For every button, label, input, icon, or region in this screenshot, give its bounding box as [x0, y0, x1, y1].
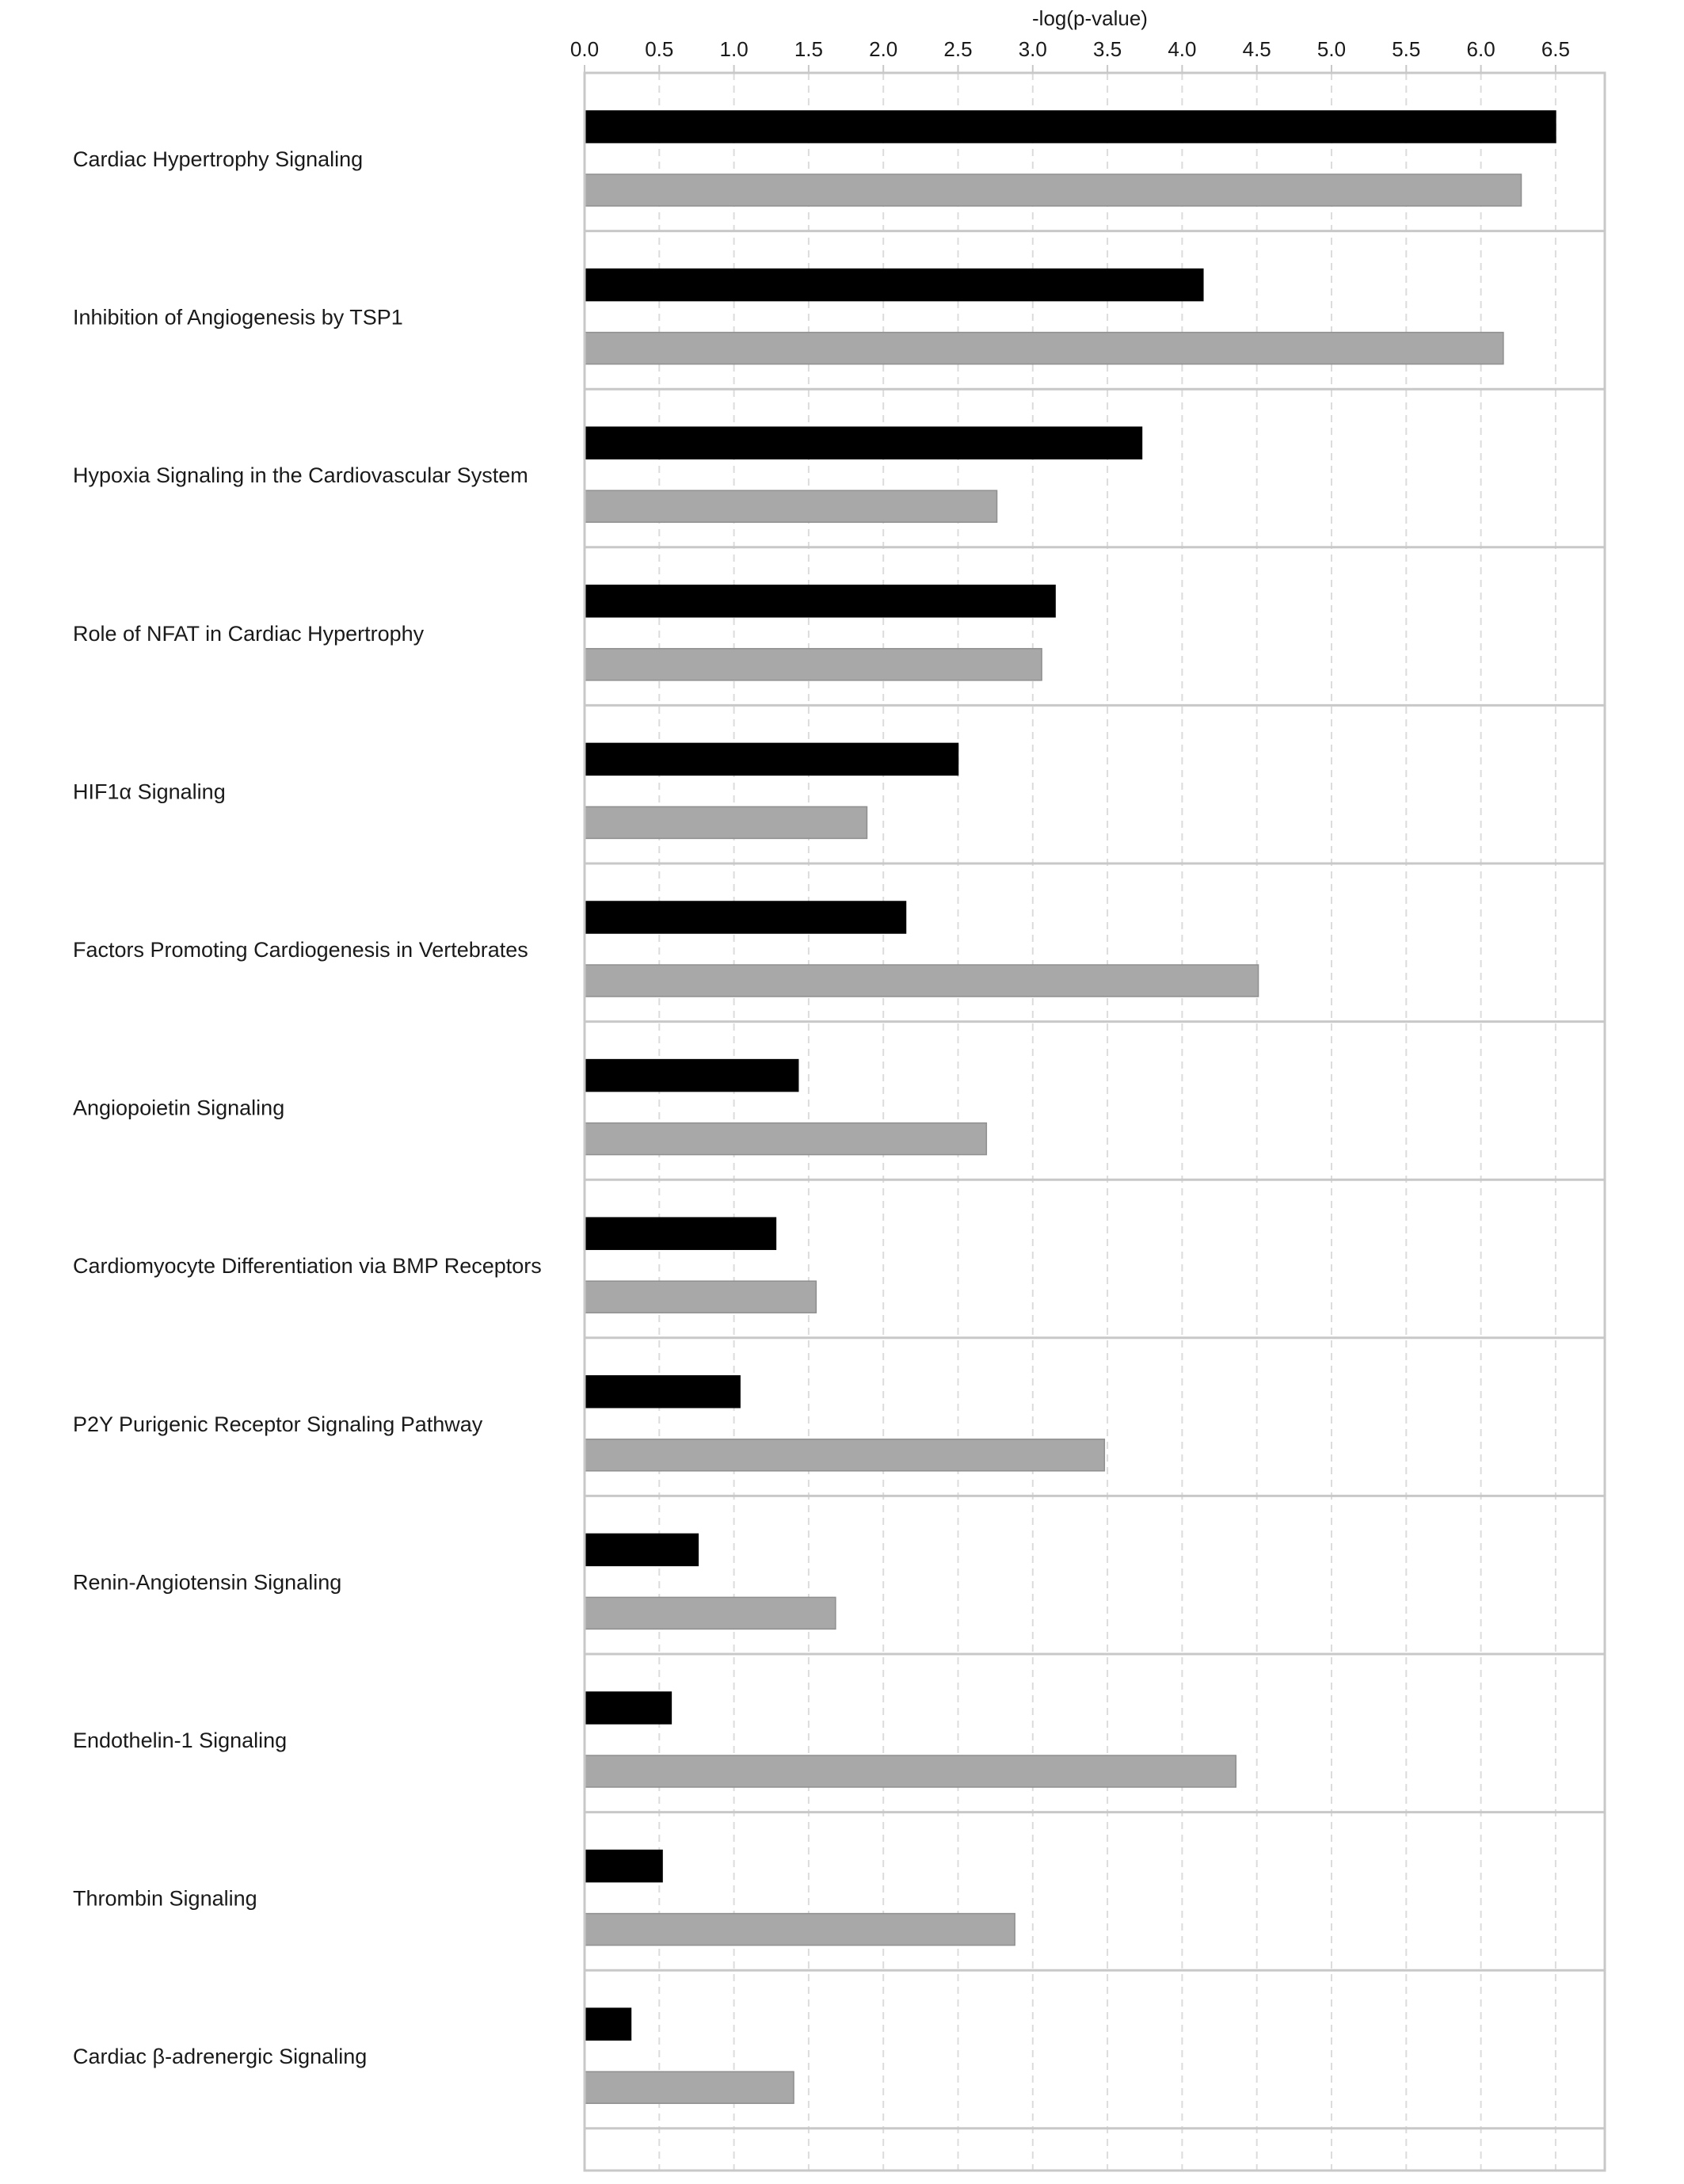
x-tick-label: 2.5 — [943, 37, 973, 61]
bar-series-2 — [585, 806, 867, 838]
category-label: Inhibition of Angiogenesis by TSP1 — [73, 305, 403, 330]
bar-series-1 — [585, 585, 1055, 617]
x-tick-label: 5.0 — [1316, 37, 1347, 61]
x-tick-label: 0.0 — [570, 37, 600, 61]
bar-series-2 — [585, 1755, 1236, 1787]
x-tick-label: 1.0 — [719, 37, 749, 61]
bar-series-1 — [585, 1060, 798, 1092]
category-label: Hypoxia Signaling in the Cardiovascular System — [73, 463, 528, 488]
x-tick-label: 6.5 — [1541, 37, 1570, 61]
category-label: HIF1α Signaling — [73, 779, 226, 804]
bars — [585, 111, 1556, 2103]
bar-series-1 — [585, 2008, 631, 2040]
x-tick-label: 2.0 — [869, 37, 898, 61]
bar-series-2 — [585, 2072, 794, 2103]
category-label: Factors Promoting Cardiogenesis in Vertebrates — [73, 938, 528, 962]
category-label: Angiopoietin Signaling — [73, 1096, 285, 1120]
x-tick-label: 4.5 — [1242, 37, 1271, 61]
bar-series-2 — [585, 1439, 1104, 1471]
x-tick-label: 3.5 — [1093, 37, 1122, 61]
category-labels — [73, 147, 542, 2068]
category-label: P2Y Purigenic Receptor Signaling Pathway — [73, 1412, 483, 1436]
x-tick-label: 4.0 — [1168, 37, 1197, 61]
bar-series-1 — [585, 1218, 775, 1249]
bar-series-1 — [585, 111, 1556, 143]
x-tick-label: 0.5 — [645, 37, 674, 61]
bar-series-1 — [585, 269, 1203, 301]
category-label: Cardiac β-adrenergic Signaling — [73, 2045, 368, 2069]
x-tick-label: 1.5 — [794, 37, 823, 61]
bar-series-2 — [585, 1123, 986, 1155]
bar-series-2 — [585, 490, 997, 522]
category-label: Endothelin-1 Signaling — [73, 1729, 288, 1752]
x-axis-ticks — [570, 37, 1570, 73]
bar-series-2 — [585, 1281, 816, 1313]
category-label: Cardiac Hypertrophy Signaling — [73, 147, 364, 171]
bar-series-1 — [585, 1692, 671, 1724]
bar-series-2 — [585, 333, 1503, 364]
bar-series-1 — [585, 1850, 662, 1882]
category-label: Role of NFAT in Cardiac Hypertrophy — [73, 621, 425, 646]
bar-series-1 — [585, 1534, 698, 1565]
x-axis-title: -log(p-value) — [1032, 6, 1148, 30]
x-tick-label: 3.0 — [1018, 37, 1047, 61]
bar-series-2 — [585, 649, 1042, 680]
bar-series-2 — [585, 1914, 1015, 1946]
bar-series-2 — [585, 174, 1522, 206]
grid — [659, 73, 1556, 2171]
x-tick-label: 6.0 — [1466, 37, 1495, 61]
category-label: Renin-Angiotensin Signaling — [73, 1570, 342, 1595]
category-label: Cardiomyocyte Differentiation via BMP Receptors — [73, 1254, 542, 1279]
bar-series-1 — [585, 901, 905, 933]
bar-series-1 — [585, 1376, 740, 1408]
bar-series-1 — [585, 743, 958, 775]
category-label: Thrombin Signaling — [73, 1886, 257, 1911]
x-tick-label: 5.5 — [1392, 37, 1421, 61]
plot-frame — [585, 73, 1605, 2171]
bar-series-1 — [585, 427, 1141, 459]
bar-series-2 — [585, 1597, 836, 1629]
bar-series-2 — [585, 965, 1259, 997]
